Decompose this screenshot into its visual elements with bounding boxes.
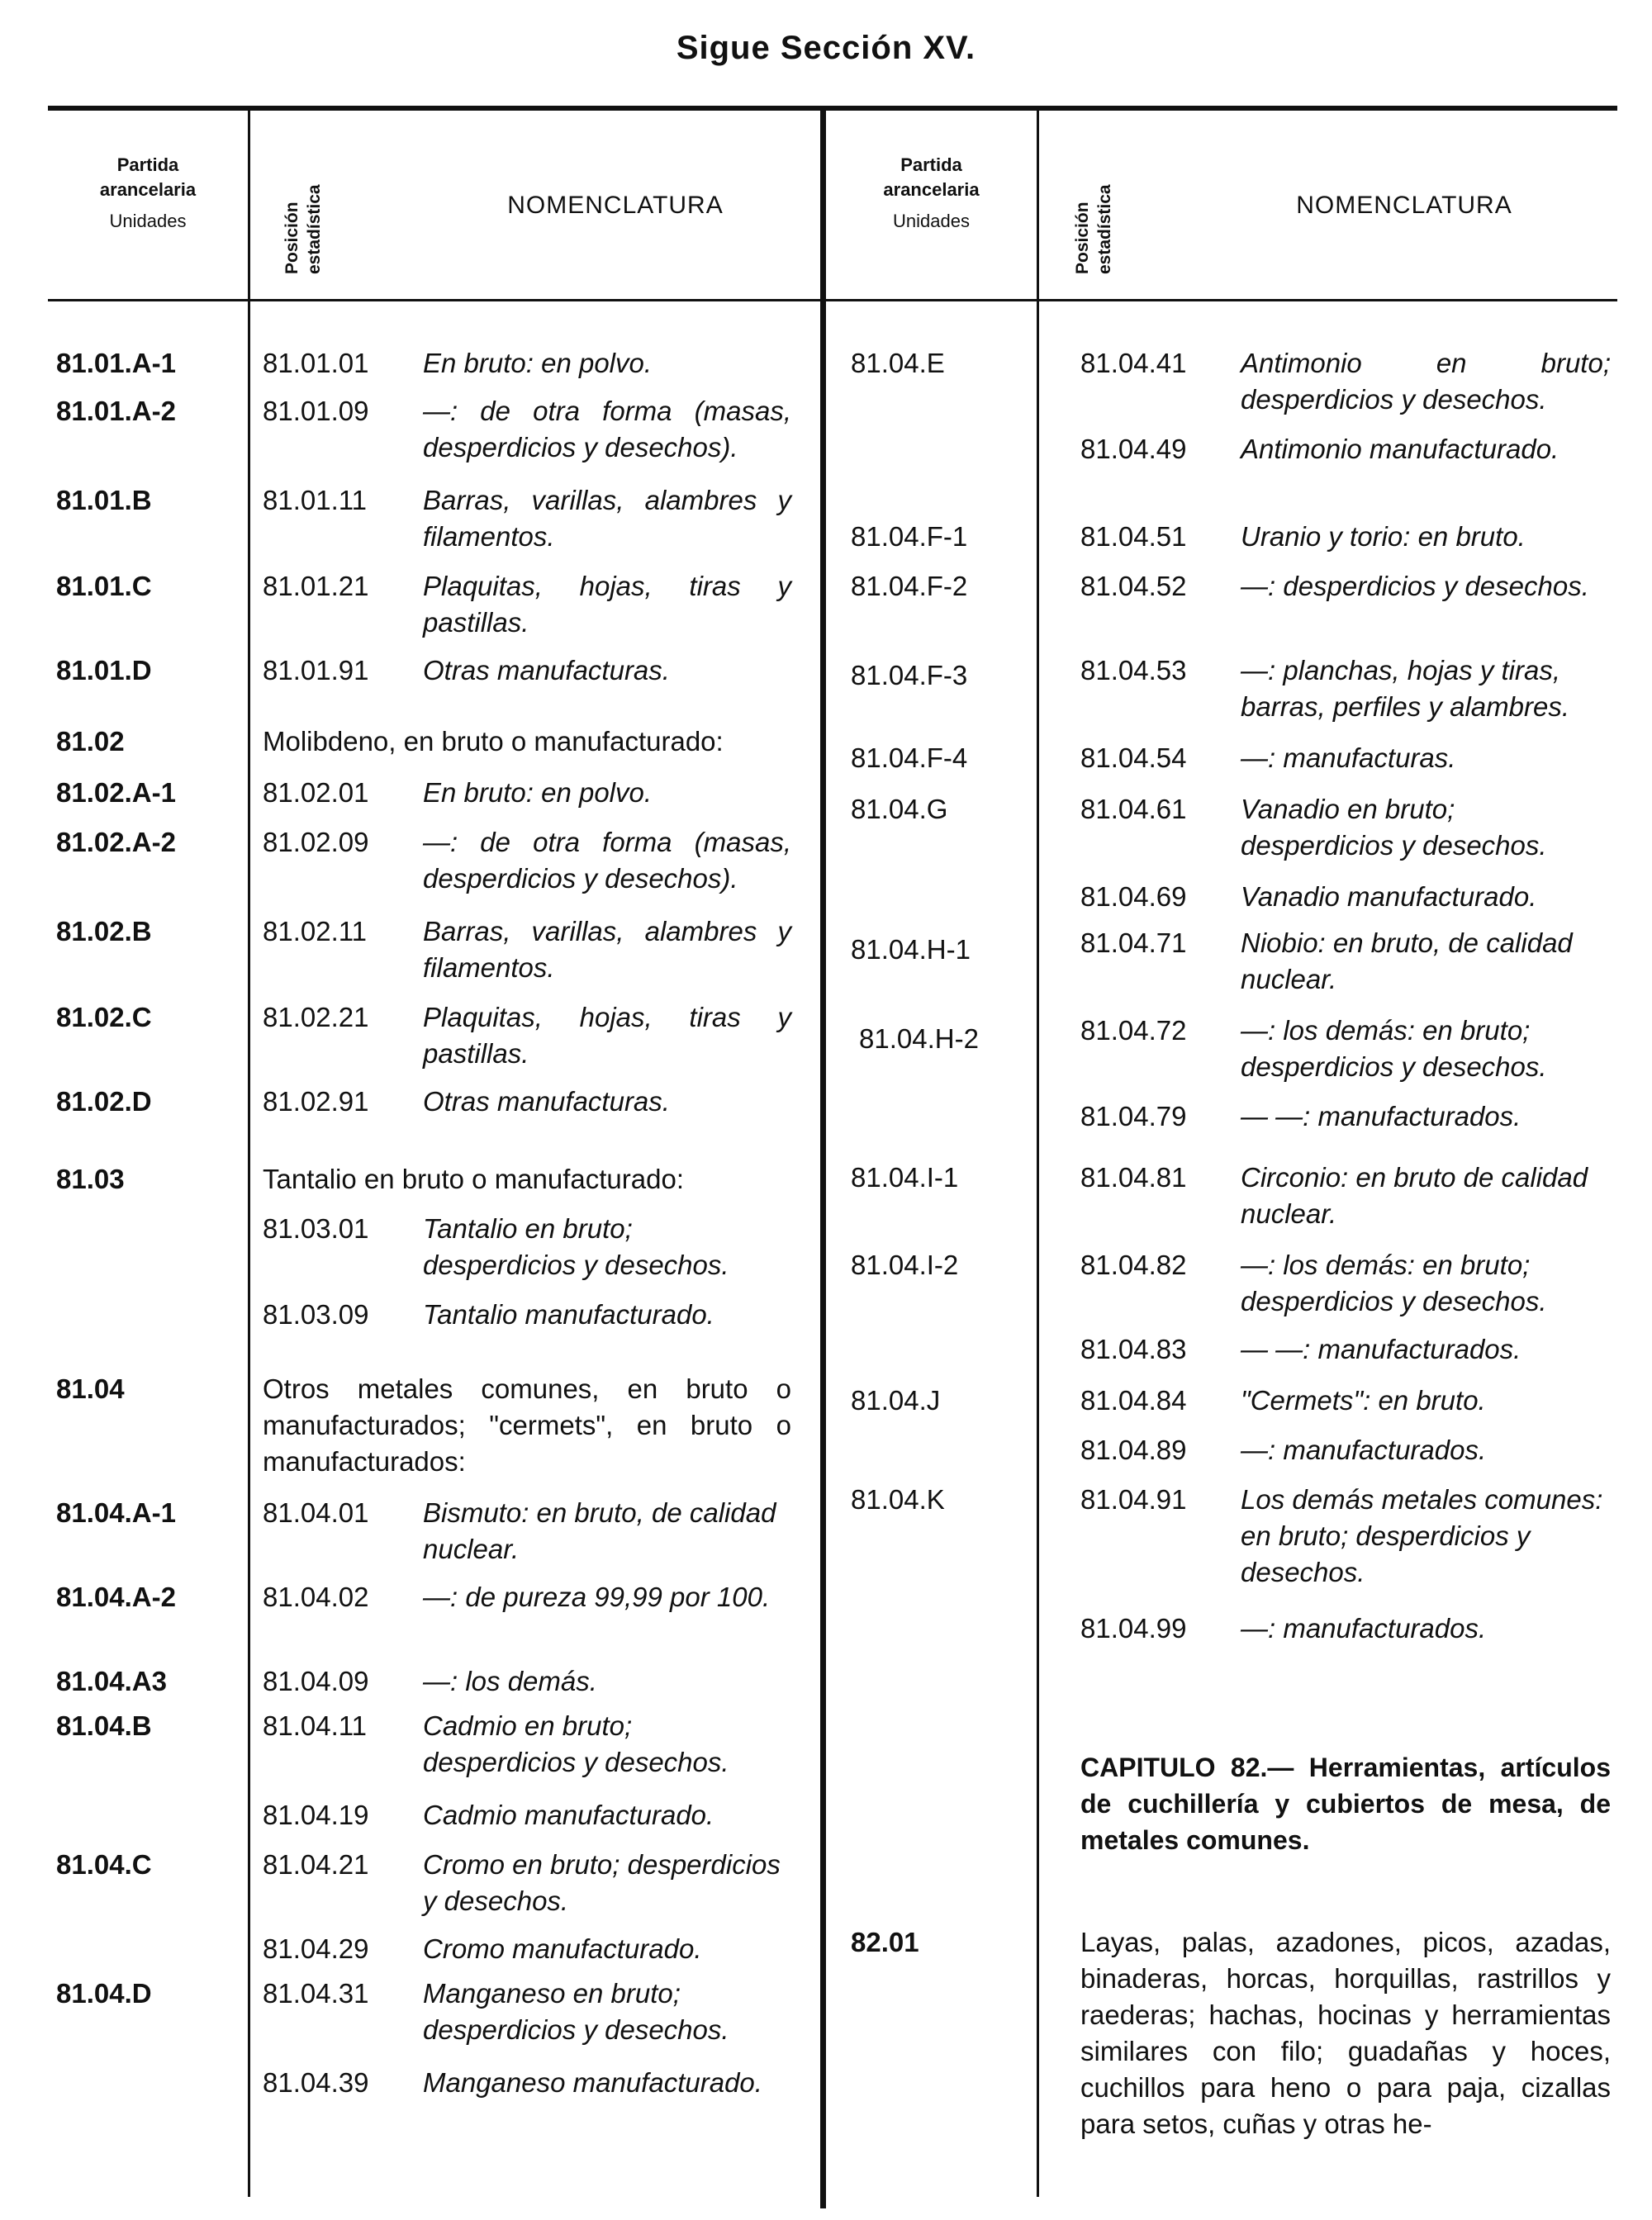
header-partida-line1-right: Partida [900,154,962,175]
nomenclature-text: Otras manufacturas. [423,655,670,685]
partida-code: 81.02.A-1 [56,777,176,808]
header-partida [48,153,248,234]
position-code: 81.01.11 [263,485,368,515]
position-code: 81.04.11 [263,1710,368,1741]
heading-8102: Molibdeno, en bruto o manufacturado: [263,726,724,757]
position-code: 81.04.81 [1080,1162,1187,1193]
nomenclature-text: Otras manufacturas. [423,1086,670,1117]
nomenclature-text: —: los demás: en bruto; desperdicios y desechos. [1241,1015,1547,1082]
nomenclature-text: Manganeso manufacturado. [423,2067,762,2098]
nomenclature-text: —: de otra forma (masas, desperdicios y desechos). [423,396,791,462]
position-code: 81.04.82 [1080,1250,1187,1280]
position-code: 81.04.53 [1080,655,1187,685]
position-code: 81.04.99 [1080,1613,1187,1644]
partida-code: 81.04.F-4 [851,742,968,773]
nomenclature-text: Cadmio en bruto; desperdicios y desechos. [423,1710,729,1777]
partida-code: 81.03 [56,1164,125,1194]
position-code: 81.02.11 [263,916,368,946]
partida-code: 81.04.A-2 [56,1582,176,1612]
header-partida-line1: Partida [116,154,179,175]
nomenclature-text: Antimonio en bruto; desperdicios y desechos. [1241,348,1611,415]
position-code: 81.04.39 [263,2067,369,2098]
heading-8104: Otros metales comunes, en bruto o manufacturados; "cermets", en bruto o manufacturados: [263,1373,791,1477]
nomenclature-text: —: de otra forma (masas, desperdicios y desechos). [423,827,791,894]
partida-code: 81.04.H-1 [851,934,971,965]
header-unidades-right: Unidades [893,211,970,231]
header-posicion-right [1071,134,1121,274]
position-code: 81.03.09 [263,1299,369,1330]
header-nomenclatura: NOMENCLATURA [507,192,724,219]
nomenclature-text: —: manufacturados. [1241,1613,1487,1644]
left-partida-divider [248,111,250,2197]
partida-code: 81.04.F-3 [851,660,968,690]
partida-code: 81.01.B [56,485,152,515]
partida-code: 81.02 [56,726,125,757]
page-title: Sigue Sección XV. [676,30,976,66]
nomenclature-text: Vanadio en bruto; desperdicios y desechos. [1241,794,1547,861]
nomenclature-text: Manganeso en bruto; desperdicios y desechos. [423,1978,729,2045]
nomenclature-text: Tantalio en bruto; desperdicios y desechos. [423,1213,729,1280]
nomenclature-text: Plaquitas, hojas, tiras y pastillas. [423,1002,791,1069]
position-code: 81.04.19 [263,1800,369,1830]
nomenclature-text: —: los demás. [423,1666,597,1696]
nomenclature-text: Cromo en bruto; desperdicios y desechos. [423,1849,781,1916]
table-top-rule [48,106,1617,111]
center-divider [820,111,826,2208]
partida-code: 81.04.K [851,1484,945,1515]
nomenclature-text: Plaquitas, hojas, tiras y pastillas. [423,571,791,638]
nomenclature-text: Antimonio manufacturado. [1241,434,1559,464]
partida-code: 81.04.F-2 [851,571,968,601]
nomenclature-text: —: manufacturados. [1241,1435,1487,1465]
position-code: 81.02.21 [263,1002,369,1032]
nomenclature-text: Vanadio manufacturado. [1241,881,1537,912]
partida-code: 81.01.A-2 [56,396,176,426]
nomenclature-text: Bismuto: en bruto, de calidad nuclear. [423,1497,776,1564]
position-code: 81.04.49 [1080,434,1187,464]
partida-code: 81.04.F-1 [851,521,968,552]
partida-code: 81.04.B [56,1710,152,1741]
header-partida-line2-right: arancelaria [883,179,980,200]
position-code: 81.04.54 [1080,742,1187,773]
partida-code: 81.02.A-2 [56,827,176,857]
header-posicion-line1-right: Posición [1073,202,1092,274]
nomenclature-text: —: desperdicios y desechos. [1241,571,1589,601]
partida-code: 81.04.J [851,1385,941,1416]
nomenclature-text: Niobio: en bruto, de calidad nuclear. [1241,927,1573,994]
partida-code: 81.04 [56,1373,125,1404]
nomenclature-text: Circonio: en bruto de calidad nuclear. [1241,1162,1588,1229]
nomenclature-text: — —: manufacturados. [1241,1101,1521,1131]
header-unidades: Unidades [109,211,187,231]
header-posicion-line1: Posición [282,202,301,274]
nomenclature-text: Barras, varillas, alambres y filamentos. [423,916,791,983]
position-code: 81.04.31 [263,1978,369,2009]
partida-code: 81.02.B [56,916,152,946]
partida-code: 81.04.G [851,794,948,824]
position-code: 81.04.84 [1080,1385,1187,1416]
partida-code: 81.04.D [56,1978,152,2009]
position-code: 81.04.61 [1080,794,1187,824]
partida-code: 81.01.C [56,571,152,601]
header-nomenclatura-right: NOMENCLATURA [1296,192,1512,219]
partida-code: 81.04.A3 [56,1666,167,1696]
header-partida-right [826,153,1037,234]
nomenclature-text: En bruto: en polvo. [423,348,653,378]
position-code: 81.04.09 [263,1666,369,1696]
heading-8103: Tantalio en bruto o manufacturado: [263,1164,685,1194]
position-code: 81.01.21 [263,571,369,601]
position-code: 81.04.91 [1080,1484,1187,1515]
right-partida-divider [1037,111,1039,2197]
header-posicion-line2: estadística [305,184,324,274]
nomenclature-text: Tantalio manufacturado. [423,1299,714,1330]
position-code: 81.04.51 [1080,521,1187,552]
partida-code: 81.04.I-2 [851,1250,959,1280]
position-code: 81.03.01 [263,1213,369,1244]
position-code: 81.04.21 [263,1849,369,1880]
position-code: 81.04.89 [1080,1435,1187,1465]
position-code: 81.01.09 [263,396,369,426]
nomenclature-text: Barras, varillas, alambres y filamentos. [423,485,791,552]
position-code: 81.04.02 [263,1582,369,1612]
position-code: 81.04.71 [1080,927,1187,958]
partida-code: 81.04.A-1 [56,1497,176,1528]
nomenclature-text: —: los demás: en bruto; desperdicios y desechos. [1241,1250,1547,1316]
position-code: 81.04.01 [263,1497,369,1528]
partida-code: 81.04.C [56,1849,152,1880]
position-code: 81.01.01 [263,348,369,378]
position-code: 81.04.69 [1080,881,1187,912]
partida-code: 81.04.I-1 [851,1162,959,1193]
nomenclature-text: Uranio y torio: en bruto. [1241,521,1526,552]
position-code: 81.02.91 [263,1086,369,1117]
partida-code: 81.02.D [56,1086,152,1117]
nomenclature-text: — —: manufacturados. [1241,1334,1521,1364]
header-partida-line2: arancelaria [99,179,197,200]
chapter-82-heading: CAPITULO 82.— Herramientas, artículos de cuchillería y cubiertos de mesa, de metales comunes. [1080,1753,1611,1855]
nomenclature-text: Cadmio manufacturado. [423,1800,714,1830]
position-code: 81.04.79 [1080,1101,1187,1131]
header-bottom-rule [48,299,1617,301]
position-code: 81.04.52 [1080,571,1187,601]
nomenclature-text: "Cermets": en bruto. [1241,1385,1486,1416]
partida-code: 82.01 [851,1927,919,1957]
nomenclature-text: —: manufacturas. [1241,742,1456,773]
partida-code: 81.04.E [851,348,945,378]
nomenclature-text: —: planchas, hojas y tiras, barras, perfiles y alambres. [1241,655,1569,722]
header-posicion-line2-right: estadística [1095,184,1114,274]
position-code: 81.02.09 [263,827,369,857]
position-code: 81.04.29 [263,1933,369,1964]
nomenclature-text: Cromo manufacturado. [423,1933,702,1964]
nomenclature-text: En bruto: en polvo. [423,777,653,808]
position-code: 81.04.72 [1080,1015,1187,1046]
header-posicion [281,134,330,274]
partida-code: 81.01.A-1 [56,348,176,378]
heading-8201: Layas, palas, azadones, picos, azadas, binaderas, horcas, horquillas, rastrillos y raederas; hachas, hocinas y herramientas similares con filo; guadañas y hoces, cuchillos para heno o para paja, cizallas para setos, cuñas y otras he- [1080,1927,1611,2139]
nomenclature-text: —: de pureza 99,99 por 100. [423,1582,771,1612]
position-code: 81.02.01 [263,777,369,808]
nomenclature-text: Los demás metales comunes: en bruto; desperdicios y desechos. [1241,1484,1603,1587]
position-code: 81.04.41 [1080,348,1187,378]
position-code: 81.01.91 [263,655,369,685]
partida-code: 81.04.H-2 [859,1023,979,1054]
partida-code: 81.02.C [56,1002,152,1032]
partida-code: 81.01.D [56,655,152,685]
position-code: 81.04.83 [1080,1334,1187,1364]
